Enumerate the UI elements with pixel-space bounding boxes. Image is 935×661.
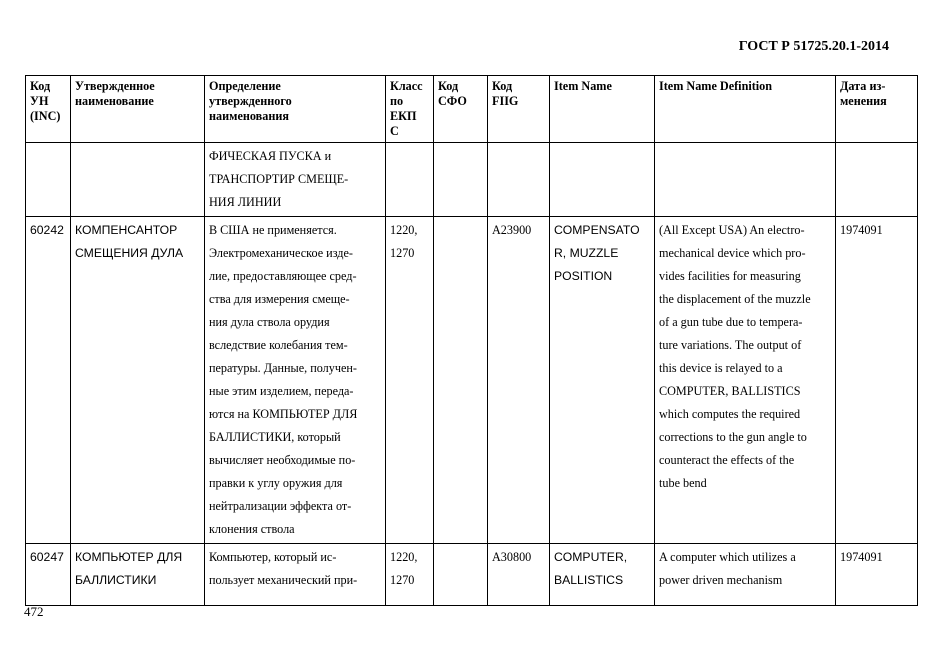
cell-text: КОМПЕНСАНТОР <box>75 223 178 237</box>
cell-item-name-definition <box>655 143 836 217</box>
cell-text: 1270 <box>390 246 415 260</box>
cell-text: КОМПЬЮТЕР ДЛЯ <box>75 550 183 564</box>
column-header-inc <box>26 76 71 143</box>
column-header-change-date <box>836 76 918 143</box>
cell-text: БАЛЛИСТИКИ <box>75 573 157 587</box>
cell-text: the displacement of the muzzle <box>659 292 811 306</box>
header-text: Item Name <box>554 79 612 93</box>
header-text: наименования <box>209 109 289 123</box>
table-row <box>26 217 918 544</box>
cell-text: 1220, <box>390 223 418 237</box>
cell-text: counteract the effects of the <box>659 453 795 467</box>
cell-text: mechanical device which pro- <box>659 246 806 260</box>
cell-text: Компьютер, который ис- <box>209 550 337 564</box>
cell-class <box>386 544 434 606</box>
column-header-sfo <box>434 76 488 143</box>
table-row <box>26 544 918 606</box>
cell-text: нейтрализации эффекта от- <box>209 499 352 513</box>
cell-text: of a gun tube due to tempera- <box>659 315 803 329</box>
cell-text: 60242 <box>30 223 64 237</box>
cell-text: ТРАНСПОРТИР СМЕЩЕ- <box>209 172 349 186</box>
cell-inc <box>26 143 71 217</box>
cell-text: which computes the required <box>659 407 801 421</box>
cell-text: power driven mechanism <box>659 573 783 587</box>
cell-text: (All Except USA) An electro- <box>659 223 805 237</box>
cell-text: правки к углу оружия для <box>209 476 343 490</box>
cell-text: R, MUZZLE <box>554 246 619 260</box>
header-text: Item Name Definition <box>659 79 773 93</box>
header-row <box>26 76 918 143</box>
cell-text: A computer which utilizes a <box>659 550 796 564</box>
cell-text: 1974091 <box>840 550 883 564</box>
cell-fiig <box>488 143 550 217</box>
cell-text: corrections to the gun angle to <box>659 430 807 444</box>
column-header-class <box>386 76 434 143</box>
cell-text: vides facilities for measuring <box>659 269 801 283</box>
cell-text: ные этим изделием, переда- <box>209 384 354 398</box>
cell-text: клонения ствола <box>209 522 295 536</box>
cell-fiig <box>488 544 550 606</box>
header-text: (INC) <box>30 109 61 123</box>
column-header-approved-name <box>71 76 205 143</box>
cell-inc <box>26 544 71 606</box>
cell-approved-name <box>71 143 205 217</box>
cell-text: пользует механический при- <box>209 573 358 587</box>
column-header-fiig <box>488 76 550 143</box>
cell-text: ture variations. The output of <box>659 338 802 352</box>
header-text: Код <box>30 79 51 93</box>
cell-text: СМЕЩЕНИЯ ДУЛА <box>75 246 184 260</box>
header-text: Код <box>492 79 513 93</box>
header-text: Дата из- <box>840 79 886 93</box>
cell-text: A30800 <box>492 550 532 564</box>
header-text: менения <box>840 94 887 108</box>
cell-text: 1220, <box>390 550 418 564</box>
cell-definition <box>205 217 386 544</box>
cell-approved-name <box>71 217 205 544</box>
cell-text: Электромеханическое изде- <box>209 246 353 260</box>
column-header-item-name <box>550 76 655 143</box>
cell-text: ются на КОМПЬЮТЕР ДЛЯ <box>209 407 358 421</box>
cell-item-name <box>550 217 655 544</box>
cell-text: ства для измерения смеще- <box>209 292 350 306</box>
cell-text: 1270 <box>390 573 415 587</box>
cell-class <box>386 143 434 217</box>
cell-fiig <box>488 217 550 544</box>
cell-change-date <box>836 544 918 606</box>
cell-definition <box>205 544 386 606</box>
cell-text: tube bend <box>659 476 707 490</box>
header-text: FIIG <box>492 94 519 108</box>
cell-item-name-definition <box>655 217 836 544</box>
cell-item-name-definition <box>655 544 836 606</box>
cell-text: вычисляет необходимые по- <box>209 453 356 467</box>
cell-sfo <box>434 143 488 217</box>
cell-text: пературы. Данные, получен- <box>209 361 357 375</box>
cell-item-name <box>550 544 655 606</box>
cell-change-date <box>836 143 918 217</box>
header-text: С <box>390 124 399 138</box>
cell-text: БАЛЛИСТИКИ, который <box>209 430 341 444</box>
cell-change-date <box>836 217 918 544</box>
header-text: ЕКП <box>390 109 417 123</box>
cell-definition <box>205 143 386 217</box>
cell-text: вследствие колебания тем- <box>209 338 348 352</box>
header-text: Код <box>438 79 459 93</box>
table-row <box>26 143 918 217</box>
document-code: ГОСТ Р 51725.20.1-2014 <box>738 39 889 54</box>
table-body <box>26 143 918 606</box>
classification-table <box>25 75 918 606</box>
header-text: Определение <box>209 79 281 93</box>
header-text: СФО <box>438 94 467 108</box>
cell-text: BALLISTICS <box>554 573 624 587</box>
cell-text: лие, предоставляющее сред- <box>209 269 357 283</box>
cell-text: ФИЧЕСКАЯ ПУСКА и <box>209 149 332 163</box>
cell-text: COMPUTER, BALLISTICS <box>659 384 801 398</box>
cell-text: ния дула ствола орудия <box>209 315 330 329</box>
header-text: УН <box>30 94 49 108</box>
cell-text: 1974091 <box>840 223 883 237</box>
header-text: по <box>390 94 404 108</box>
page-number: 472 <box>24 604 44 619</box>
cell-sfo <box>434 217 488 544</box>
cell-item-name <box>550 143 655 217</box>
cell-text: COMPUTER, <box>554 550 628 564</box>
cell-text: 60247 <box>30 550 64 564</box>
cell-text: В США не применяется. <box>209 223 337 237</box>
header-text: наименование <box>75 94 154 108</box>
cell-text: POSITION <box>554 269 613 283</box>
cell-text: COMPENSATO <box>554 223 640 237</box>
header-text: Класс <box>390 79 423 93</box>
cell-inc <box>26 217 71 544</box>
cell-text: НИЯ ЛИНИИ <box>209 195 282 209</box>
cell-class <box>386 217 434 544</box>
header-text: Утвержденное <box>75 79 155 93</box>
header-text: утвержденного <box>209 94 292 108</box>
cell-text: this device is relayed to a <box>659 361 783 375</box>
cell-sfo <box>434 544 488 606</box>
column-header-item-name-definition <box>655 76 836 143</box>
cell-text: A23900 <box>492 223 532 237</box>
column-header-definition <box>205 76 386 143</box>
cell-approved-name <box>71 544 205 606</box>
